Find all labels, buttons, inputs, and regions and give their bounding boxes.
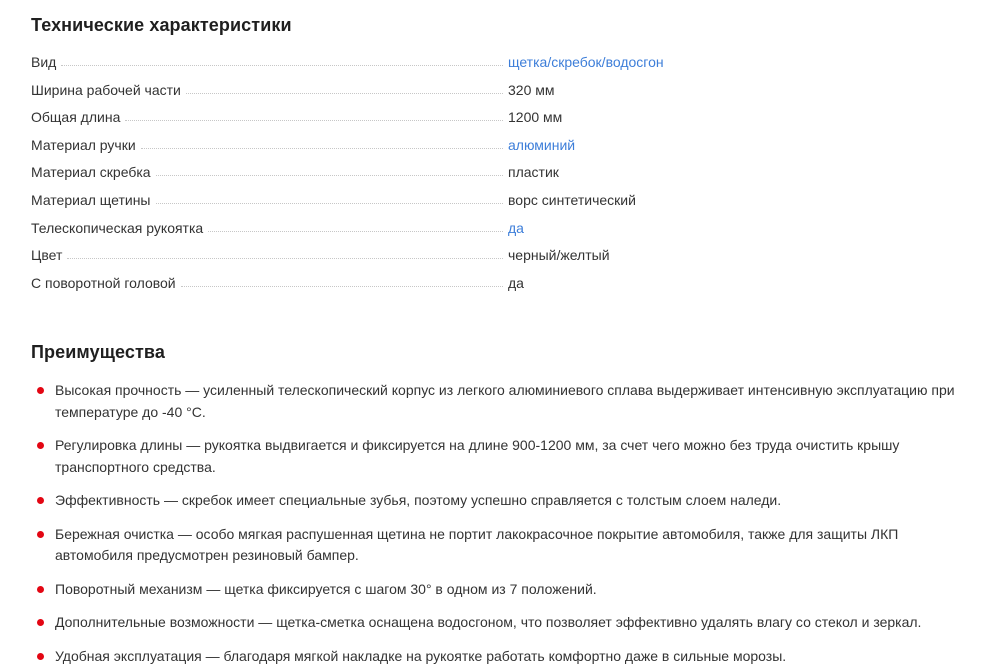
spec-label: Ширина рабочей части (31, 81, 181, 98)
spec-row (31, 157, 960, 185)
advantage-text: Дополнительные возможности — щетка-сметка оснащена водосгоном, что позволяет эффективно удалять влагу со стекол и зеркал. (55, 614, 922, 631)
advantage-item (31, 435, 956, 478)
dotted-leader (208, 231, 503, 232)
spec-label: Телескопическая рукоятка (31, 219, 204, 236)
advantage-text: Регулировка длины — рукоятка выдвигается и фиксируется на длине 900-1200 мм, за счет чего можно без труда очистить крышу транспортного средства. (55, 437, 900, 475)
spec-value: ворс синтетический (508, 192, 636, 209)
bullet-icon (37, 586, 44, 593)
bullet-icon (37, 442, 44, 449)
spec-value: да (508, 274, 524, 291)
dotted-leader (156, 175, 503, 176)
spec-value: черный/желтый (508, 247, 610, 264)
spec-label: С поворотной головой (31, 274, 176, 291)
advantage-text: Удобная эксплуатация — благодаря мягкой накладке на рукоятке работать комфортно даже в сильные морозы. (55, 647, 787, 664)
spec-label: Материал ручки (31, 136, 136, 153)
spec-value-link[interactable]: щетка/скребок/водосгон (508, 54, 664, 71)
specs-table (31, 47, 960, 295)
spec-value-link[interactable]: алюминий (508, 136, 576, 153)
spec-label: Вид (31, 54, 57, 71)
spec-value: пластик (508, 164, 559, 181)
spec-row (31, 129, 960, 157)
advantages-list (31, 380, 960, 667)
specs-section-title: Технические характеристики (31, 15, 292, 35)
advantage-item (31, 646, 956, 667)
bullet-icon (37, 387, 44, 394)
advantage-text: Высокая прочность — усиленный телескопический корпус из легкого алюминиевого сплава выдерживает интенсивную эксплуатацию при температуре до -40 °С. (55, 382, 955, 420)
bullet-icon (37, 531, 44, 538)
spec-row (31, 212, 960, 240)
spec-label: Цвет (31, 247, 63, 264)
advantage-item (31, 380, 956, 423)
spec-label: Общая длина (31, 109, 121, 126)
spec-value: 1200 мм (508, 109, 563, 126)
dotted-leader (141, 148, 503, 149)
advantage-item (31, 490, 956, 512)
advantage-item (31, 612, 956, 634)
dotted-leader (181, 286, 503, 287)
dotted-leader (61, 65, 503, 66)
dotted-leader (125, 120, 503, 121)
dotted-leader (67, 258, 503, 259)
spec-value-link[interactable]: да (508, 219, 524, 236)
spec-row (31, 102, 960, 130)
advantages-section-title: Преимущества (31, 341, 165, 362)
spec-row (31, 184, 960, 212)
dotted-leader (186, 93, 503, 94)
spec-row (31, 74, 960, 102)
advantage-text: Бережная очистка — особо мягкая распушенная щетина не портит лакокрасочное покрытие автомобиля, также для защиты ЛКП автомобиля предусмотрен резиновый бампер. (55, 525, 899, 564)
dotted-leader (156, 203, 504, 204)
bullet-icon (37, 497, 44, 504)
spec-label: Материал щетины (31, 192, 151, 209)
advantage-item (31, 579, 956, 601)
bullet-icon (37, 619, 44, 626)
advantage-text: Поворотный механизм — щетка фиксируется с шагом 30° в одном из 7 положений. (55, 580, 597, 597)
spec-label: Материал скребка (31, 164, 151, 181)
spec-row (31, 267, 960, 295)
spec-value: 320 мм (508, 81, 555, 98)
spec-row (31, 240, 960, 268)
advantage-item (31, 524, 956, 567)
spec-row (31, 47, 960, 75)
advantage-text: Эффективность — скребок имеет специальные зубья, поэтому успешно справляется с толстым слоем наледи. (55, 492, 782, 509)
